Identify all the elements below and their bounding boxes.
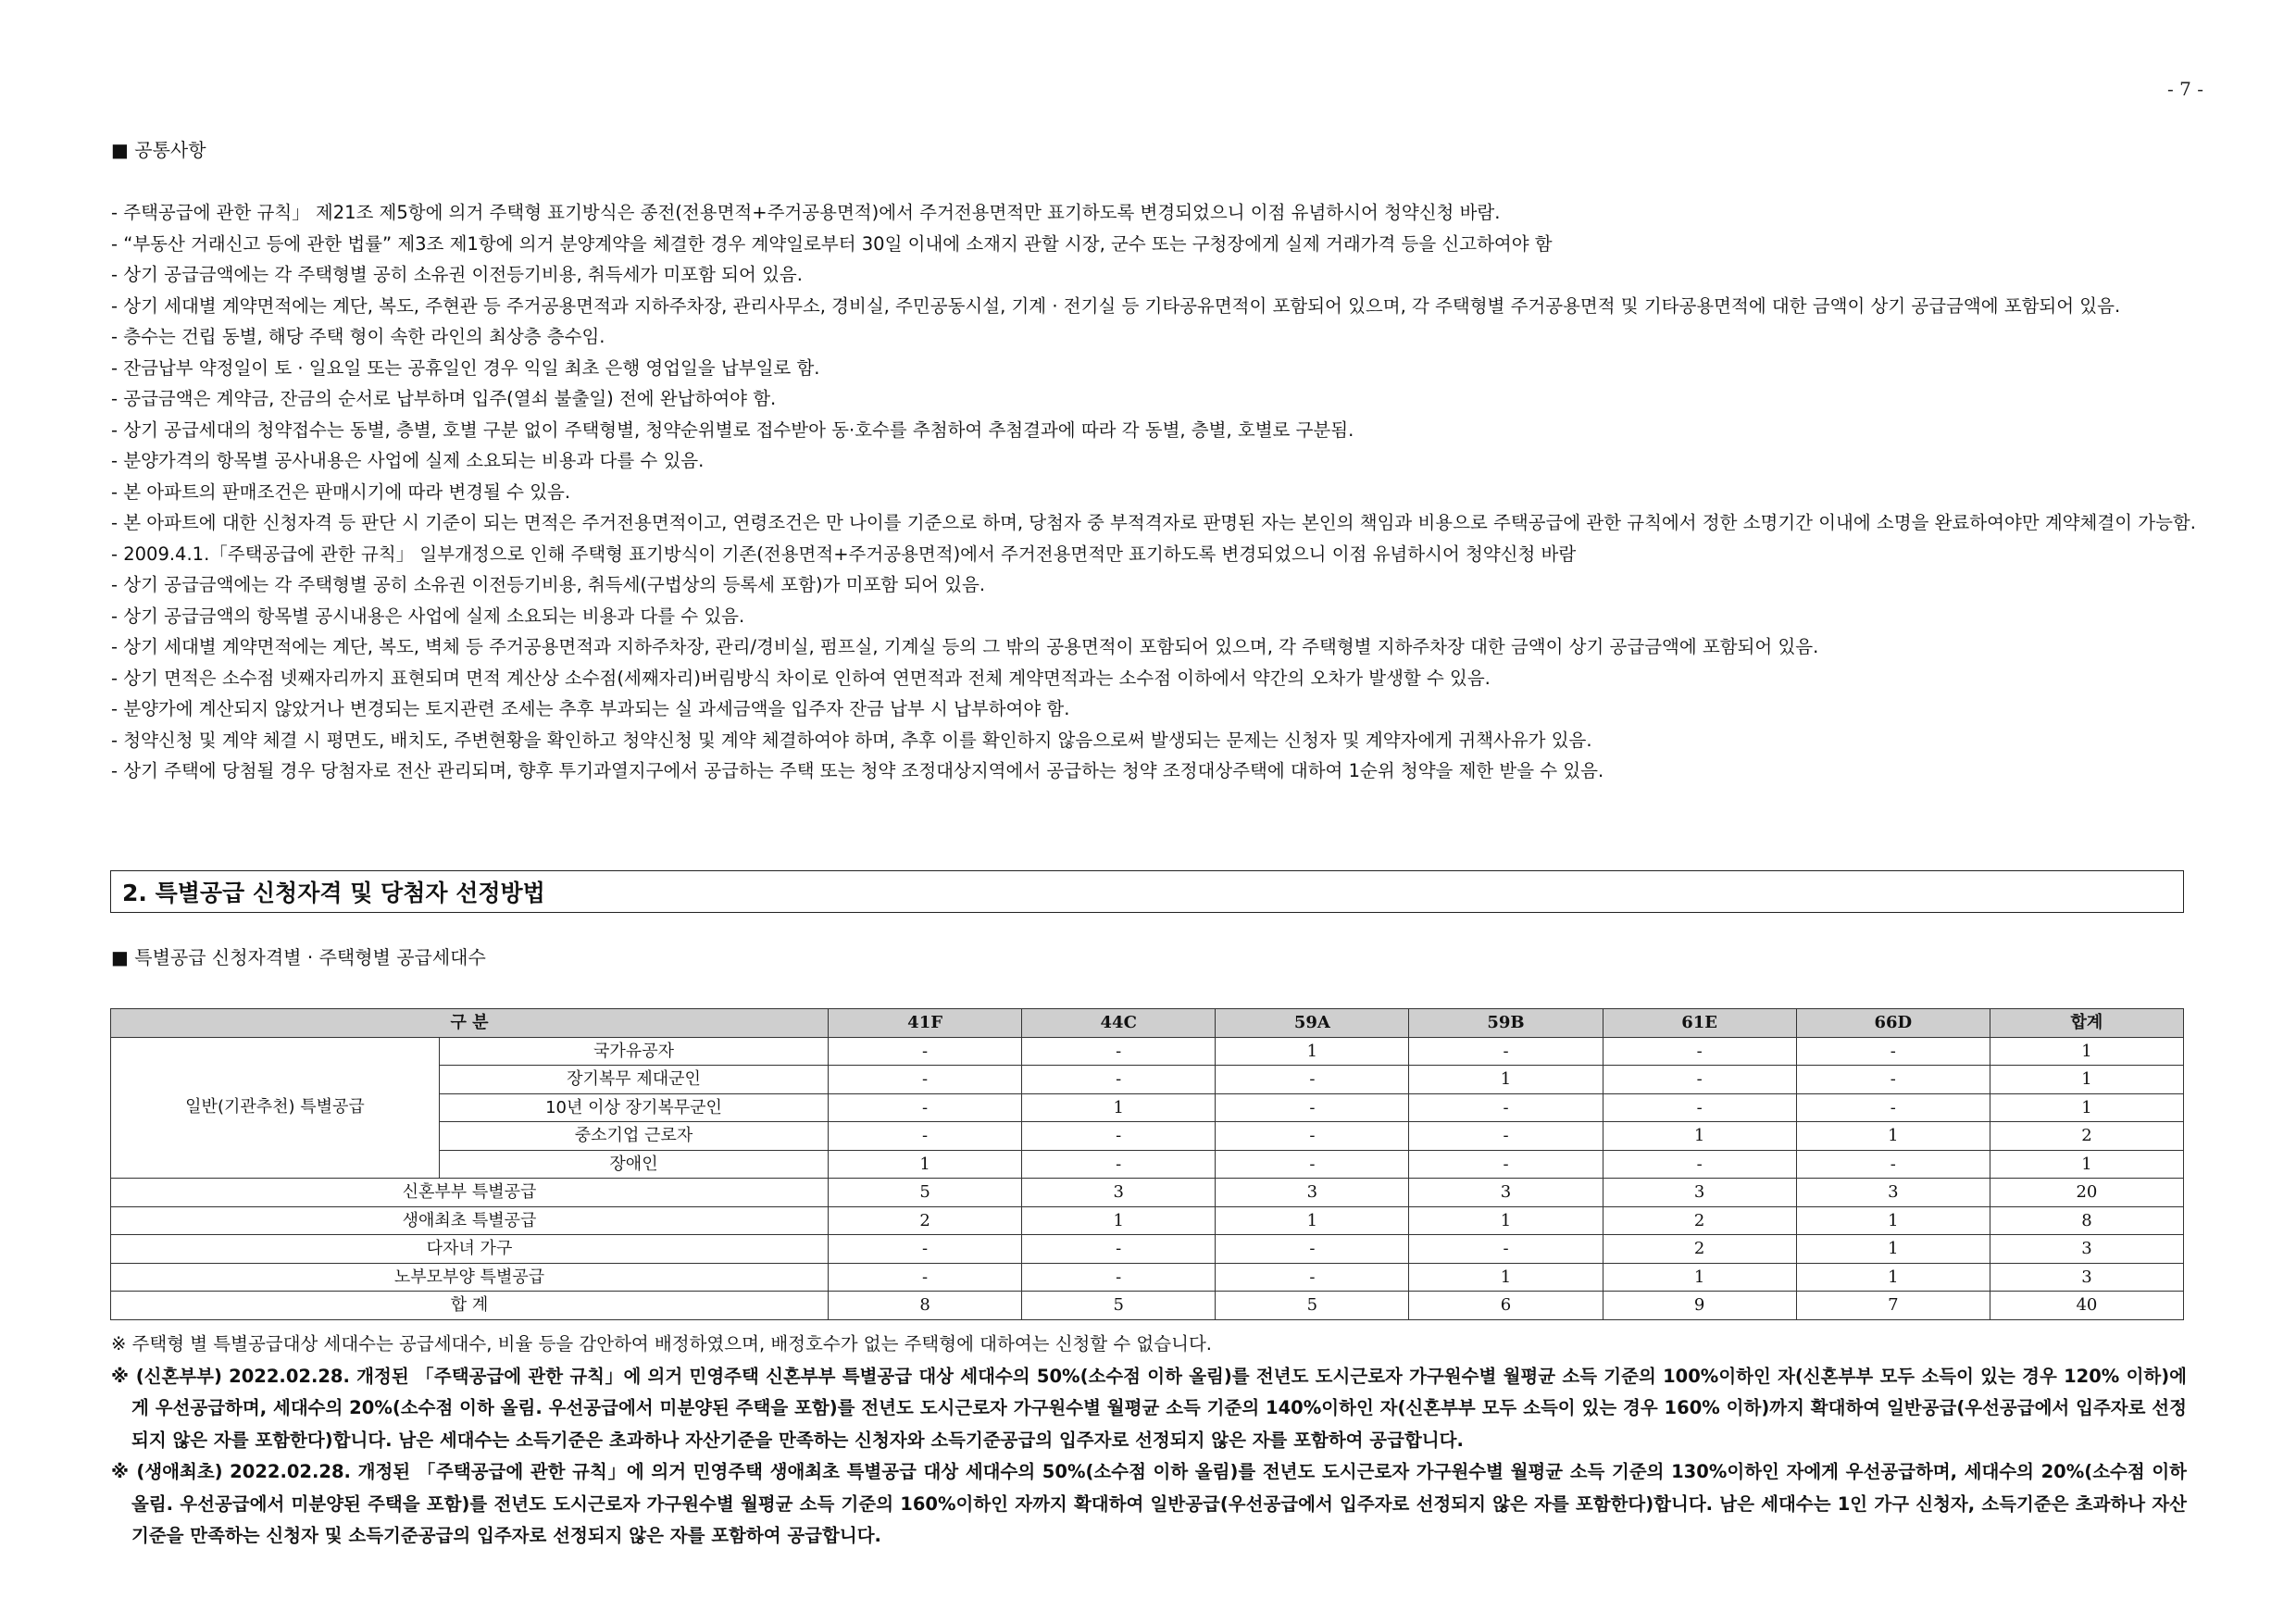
table-cell: 8 <box>1990 1206 2183 1235</box>
table-cell: 1 <box>1216 1037 1409 1066</box>
group-label: 일반(기관추천) 특별공급 <box>111 1037 440 1179</box>
table-cell: - <box>829 1235 1022 1264</box>
table-cell: - <box>1216 1150 1409 1179</box>
list-item: - 분양가격의 항목별 공사내용은 사업에 실제 소요되는 비용과 다를 수 있음. <box>111 450 705 471</box>
table-cell: - <box>1216 1263 1409 1292</box>
note-item: ※ (생애최초) 2022.02.28. 개정된 「주택공급에 관한 규칙」에 의거 민영주택 생애최초 특별공급 대상 세대수의 50%(소수점 이하 올림)를 전년도 도시근로자 가구원수별 월평균 소득 기준의 130%이하인 자에게 우선공급하며, 세대수의 20%(소수점 이하 올림. 우선공급에서 미분양된 주택을 포함)를 전년도 도시근로자 가구원수별 월평균 소득 기준의 160%이하인 자까지 확대하여 일반공급(우선공급에서 입주자로 선정되지 않은 자를 포함한다)합니다. 남은 세대수는 1인 가구 신청자, 소득기준은 초과하나 자산기준을 만족하는 신청자 및 소득기준공급의 입주자로 선정되지 않은 자를 포함하여 공급합니다. <box>111 1461 2187 1546</box>
row-label: 신혼부부 특별공급 <box>111 1179 829 1207</box>
table-cell: 1 <box>1796 1122 1990 1151</box>
table-cell: - <box>1796 1150 1990 1179</box>
list-item: - 주택공급에 관한 규칙」 제21조 제5항에 의거 주택형 표기방식은 종전(전용면적+주거공용면적)에서 주거전용면적만 표기하도록 변경되었으니 이점 유념하시어 청약신청 바람. <box>111 202 1501 223</box>
table-row <box>111 1206 2184 1235</box>
list-item: - 분양가에 계산되지 않았거나 변경되는 토지관련 조세는 추후 부과되는 실 과세금액을 입주자 잔금 납부 시 납부하여야 함. <box>111 698 1070 719</box>
table-cell: - <box>829 1037 1022 1066</box>
section-title: 2. 특별공급 신청자격 및 당첨자 선정방법 <box>122 880 545 906</box>
list-item: - 상기 공급금액에는 각 주택형별 공히 소유권 이전등기비용, 취득세(구법상의 등록세 포함)가 미포함 되어 있음. <box>111 574 986 595</box>
header-category: 구 분 <box>111 1009 829 1038</box>
table-cell: 5 <box>1022 1292 1216 1320</box>
table-cell: - <box>829 1066 1022 1094</box>
list-item: - 공급금액은 계약금, 잔금의 순서로 납부하며 입주(열쇠 불출일) 전에 완납하여야 함. <box>111 388 777 409</box>
table-cell: - <box>1022 1150 1216 1179</box>
table-cell: 3 <box>1409 1179 1603 1207</box>
table-row <box>111 1292 2184 1320</box>
table-cell: 2 <box>829 1206 1022 1235</box>
header-type: 66D <box>1796 1009 1990 1038</box>
table-cell: 20 <box>1990 1179 2183 1207</box>
list-item: - 본 아파트에 대한 신청자격 등 판단 시 기준이 되는 면적은 주거전용면적이고, 연령조건은 만 나이를 기준으로 하며, 당첨자 중 부적격자로 판명된 자는 본인의 책임과 비용으로 주택공급에 관한 규칙에서 정한 소명기간 이내에 소명을 완료하여야만 계약체결이 가능함. <box>111 512 2196 533</box>
table-cell: 6 <box>1409 1292 1603 1320</box>
list-item: - “부동산 거래신고 등에 관한 법률” 제3조 제1항에 의거 분양계약을 체결한 경우 계약일로부터 30일 이내에 소재지 관할 시장, 군수 또는 구청장에게 실제 거래가격 등을 신고하여야 함 <box>111 232 1553 255</box>
list-item: - 상기 주택에 당첨될 경우 당첨자로 전산 관리되며, 향후 투기과열지구에서 공급하는 주택 또는 청약 조정대상지역에서 공급하는 청약 조정대상주택에 대하여 1순위 청약을 제한 받을 수 있음. <box>111 760 1604 781</box>
table-cell: - <box>1603 1093 1796 1122</box>
table-cell: - <box>1409 1037 1603 1066</box>
table-cell: - <box>1603 1037 1796 1066</box>
header-type: 59A <box>1216 1009 1409 1038</box>
table-cell: 1 <box>1022 1206 1216 1235</box>
table-cell: - <box>1022 1066 1216 1094</box>
table-cell: 8 <box>829 1292 1022 1320</box>
table-heading: ■ 특별공급 신청자격별 · 주택형별 공급세대수 <box>111 946 486 968</box>
header-type: 41F <box>829 1009 1022 1038</box>
table-cell: - <box>1022 1037 1216 1066</box>
list-item: - 청약신청 및 계약 체결 시 평면도, 배치도, 주변현황을 확인하고 청약신청 및 계약 체결하여야 하며, 추후 이를 확인하지 않음으로써 발생되는 문제는 신청자 및 계약자에게 귀책사유가 있음. <box>111 729 1592 751</box>
table-cell: 2 <box>1990 1122 2183 1151</box>
table-cell: - <box>1603 1150 1796 1179</box>
table-cell: - <box>1216 1066 1409 1094</box>
page-number: - 7 - <box>2167 78 2203 100</box>
table-cell: - <box>1022 1235 1216 1264</box>
table-cell: - <box>1409 1122 1603 1151</box>
table-cell: - <box>1603 1066 1796 1094</box>
common-items-list <box>111 197 2203 787</box>
table-cell: 1 <box>1990 1066 2183 1094</box>
table-row <box>111 1179 2184 1207</box>
table-cell: 1 <box>1022 1093 1216 1122</box>
list-item: - 잔금납부 약정일이 토 · 일요일 또는 공휴일인 경우 익일 최초 은행 영업일을 납부일로 함. <box>111 356 820 379</box>
table-cell: 3 <box>1796 1179 1990 1207</box>
table-cell: 1 <box>1603 1122 1796 1151</box>
table-cell: - <box>1796 1066 1990 1094</box>
row-label: 생애최초 특별공급 <box>111 1206 829 1235</box>
row-label: 합 계 <box>111 1292 829 1320</box>
row-label: 장기복무 제대군인 <box>440 1066 829 1094</box>
table-cell: 3 <box>1990 1235 2183 1264</box>
list-item: - 본 아파트의 판매조건은 판매시기에 따라 변경될 수 있음. <box>111 481 571 503</box>
table-row <box>111 1263 2184 1292</box>
table-cell: - <box>1216 1093 1409 1122</box>
table-cell: - <box>1216 1122 1409 1151</box>
table-cell: 1 <box>1990 1150 2183 1179</box>
row-label: 다자녀 가구 <box>111 1235 829 1264</box>
table-cell: 1 <box>1796 1263 1990 1292</box>
note-item: ※ 주택형 별 특별공급대상 세대수는 공급세대수, 비율 등을 감안하여 배정하였으며, 배정호수가 없는 주택형에 대하여는 신청할 수 없습니다. <box>111 1333 1212 1355</box>
table-cell: - <box>1022 1263 1216 1292</box>
list-item: - 상기 면적은 소수점 넷째자리까지 표현되며 면적 계산상 소수점(세째자리)버림방식 차이로 인하여 연면적과 전체 계약면적과는 소수점 이하에서 약간의 오차가 발생할 수 있음. <box>111 667 1491 689</box>
table-cell: 1 <box>1409 1206 1603 1235</box>
row-label: 국가유공자 <box>440 1037 829 1066</box>
supply-table <box>110 1008 2184 1320</box>
table-cell: 5 <box>829 1179 1022 1207</box>
table-cell: 2 <box>1603 1206 1796 1235</box>
table-cell: 1 <box>1603 1263 1796 1292</box>
row-label: 장애인 <box>440 1150 829 1179</box>
notes-list <box>111 1329 2187 1553</box>
list-item: - 상기 공급세대의 청약접수는 동별, 층별, 호별 구분 없이 주택형별, 청약순위별로 접수받아 동·호수를 추첨하여 추첨결과에 따라 각 동별, 층별, 호별로 구분됨. <box>111 418 1354 441</box>
table-cell: 3 <box>1216 1179 1409 1207</box>
row-label: 10년 이상 장기복무군인 <box>440 1093 829 1122</box>
table-cell: - <box>829 1263 1022 1292</box>
header-type: 44C <box>1022 1009 1216 1038</box>
table-cell: 1 <box>1990 1037 2183 1066</box>
table-cell: 5 <box>1216 1292 1409 1320</box>
common-heading: ■ 공통사항 <box>111 139 206 161</box>
table-cell: - <box>1409 1235 1603 1264</box>
table-cell: 1 <box>1409 1263 1603 1292</box>
table-cell: 1 <box>829 1150 1022 1179</box>
list-item: - 2009.4.1.「주택공급에 관한 규칙」 일부개정으로 인해 주택형 표기방식이 기존(전용면적+주거공용면적)에서 주거전용면적만 표기하도록 변경되었으니 이점 유념하시어 청약신청 바람 <box>111 543 1577 565</box>
table-cell: 3 <box>1990 1263 2183 1292</box>
table-header-row <box>111 1009 2184 1038</box>
section-title-box <box>110 870 2184 913</box>
table-cell: - <box>1796 1037 1990 1066</box>
table-cell: 9 <box>1603 1292 1796 1320</box>
table-cell: - <box>829 1093 1022 1122</box>
header-type: 61E <box>1603 1009 1796 1038</box>
list-item: - 상기 세대별 계약면적에는 계단, 복도, 주현관 등 주거공용면적과 지하주차장, 관리사무소, 경비실, 주민공동시설, 기계 · 전기실 등 기타공유면적이 포함되어 있으며, 각 주택형별 주거공용면적 및 기타공용면적에 대한 금액이 상기 공급금액에 포함되어 있음. <box>111 294 2121 317</box>
table-cell: 7 <box>1796 1292 1990 1320</box>
note-item: ※ (신혼부부) 2022.02.28. 개정된 「주택공급에 관한 규칙」에 의거 민영주택 신혼부부 특별공급 대상 세대수의 50%(소수점 이하 올림)를 전년도 도시근로자 가구원수별 월평균 소득 기준의 100%이하인 자(신혼부부 모두 소득이 있는 경우 120% 이하)에게 우선공급하며, 세대수의 20%(소수점 이하 올림. 우선공급에서 미분양된 주택을 포함)를 전년도 도시근로자 가구원수별 월평균 소득 기준의 140%이하인 자(신혼부부 모두 소득이 있는 경우 160% 이하)까지 확대하여 일반공급(우선공급에서 입주자로 선정되지 않은 자를 포함한다)합니다. 남은 세대수는 소득기준은 초과하나 자산기준을 만족하는 신청자와 소득기준공급의 입주자로 선정되지 않은 자를 포함하여 공급합니다. <box>111 1365 2187 1451</box>
table-cell: - <box>1409 1093 1603 1122</box>
table-cell: 3 <box>1603 1179 1796 1207</box>
list-item: - 상기 공급금액에는 각 주택형별 공히 소유권 이전등기비용, 취득세가 미포함 되어 있음. <box>111 264 803 285</box>
table-cell: - <box>1796 1093 1990 1122</box>
table-cell: 1 <box>1216 1206 1409 1235</box>
header-type: 59B <box>1409 1009 1603 1038</box>
list-item: - 상기 세대별 계약면적에는 계단, 복도, 벽체 등 주거공용면적과 지하주차장, 관리/경비실, 펌프실, 기계실 등의 그 밖의 공용면적이 포함되어 있으며, 각 주택형별 지하주차장 대한 금액이 상기 공급금액에 포함되어 있음. <box>111 636 1819 657</box>
table-cell: - <box>1409 1150 1603 1179</box>
list-item: - 상기 공급금액의 항목별 공시내용은 사업에 실제 소요되는 비용과 다를 수 있음. <box>111 605 745 627</box>
table-cell: 1 <box>1990 1093 2183 1122</box>
table-cell: - <box>1022 1122 1216 1151</box>
row-label: 노부모부양 특별공급 <box>111 1263 829 1292</box>
table-row <box>111 1037 2184 1066</box>
table-row <box>111 1235 2184 1264</box>
header-total: 합계 <box>1990 1009 2183 1038</box>
row-label: 중소기업 근로자 <box>440 1122 829 1151</box>
table-cell: 40 <box>1990 1292 2183 1320</box>
table-cell: 3 <box>1022 1179 1216 1207</box>
table-cell: - <box>1216 1235 1409 1264</box>
table-cell: 2 <box>1603 1235 1796 1264</box>
table-cell: 1 <box>1796 1235 1990 1264</box>
table-cell: 1 <box>1409 1066 1603 1094</box>
table-cell: 1 <box>1796 1206 1990 1235</box>
list-item: - 층수는 건립 동별, 해당 주택 형이 속한 라인의 최상층 층수임. <box>111 326 605 347</box>
table-cell: - <box>829 1122 1022 1151</box>
